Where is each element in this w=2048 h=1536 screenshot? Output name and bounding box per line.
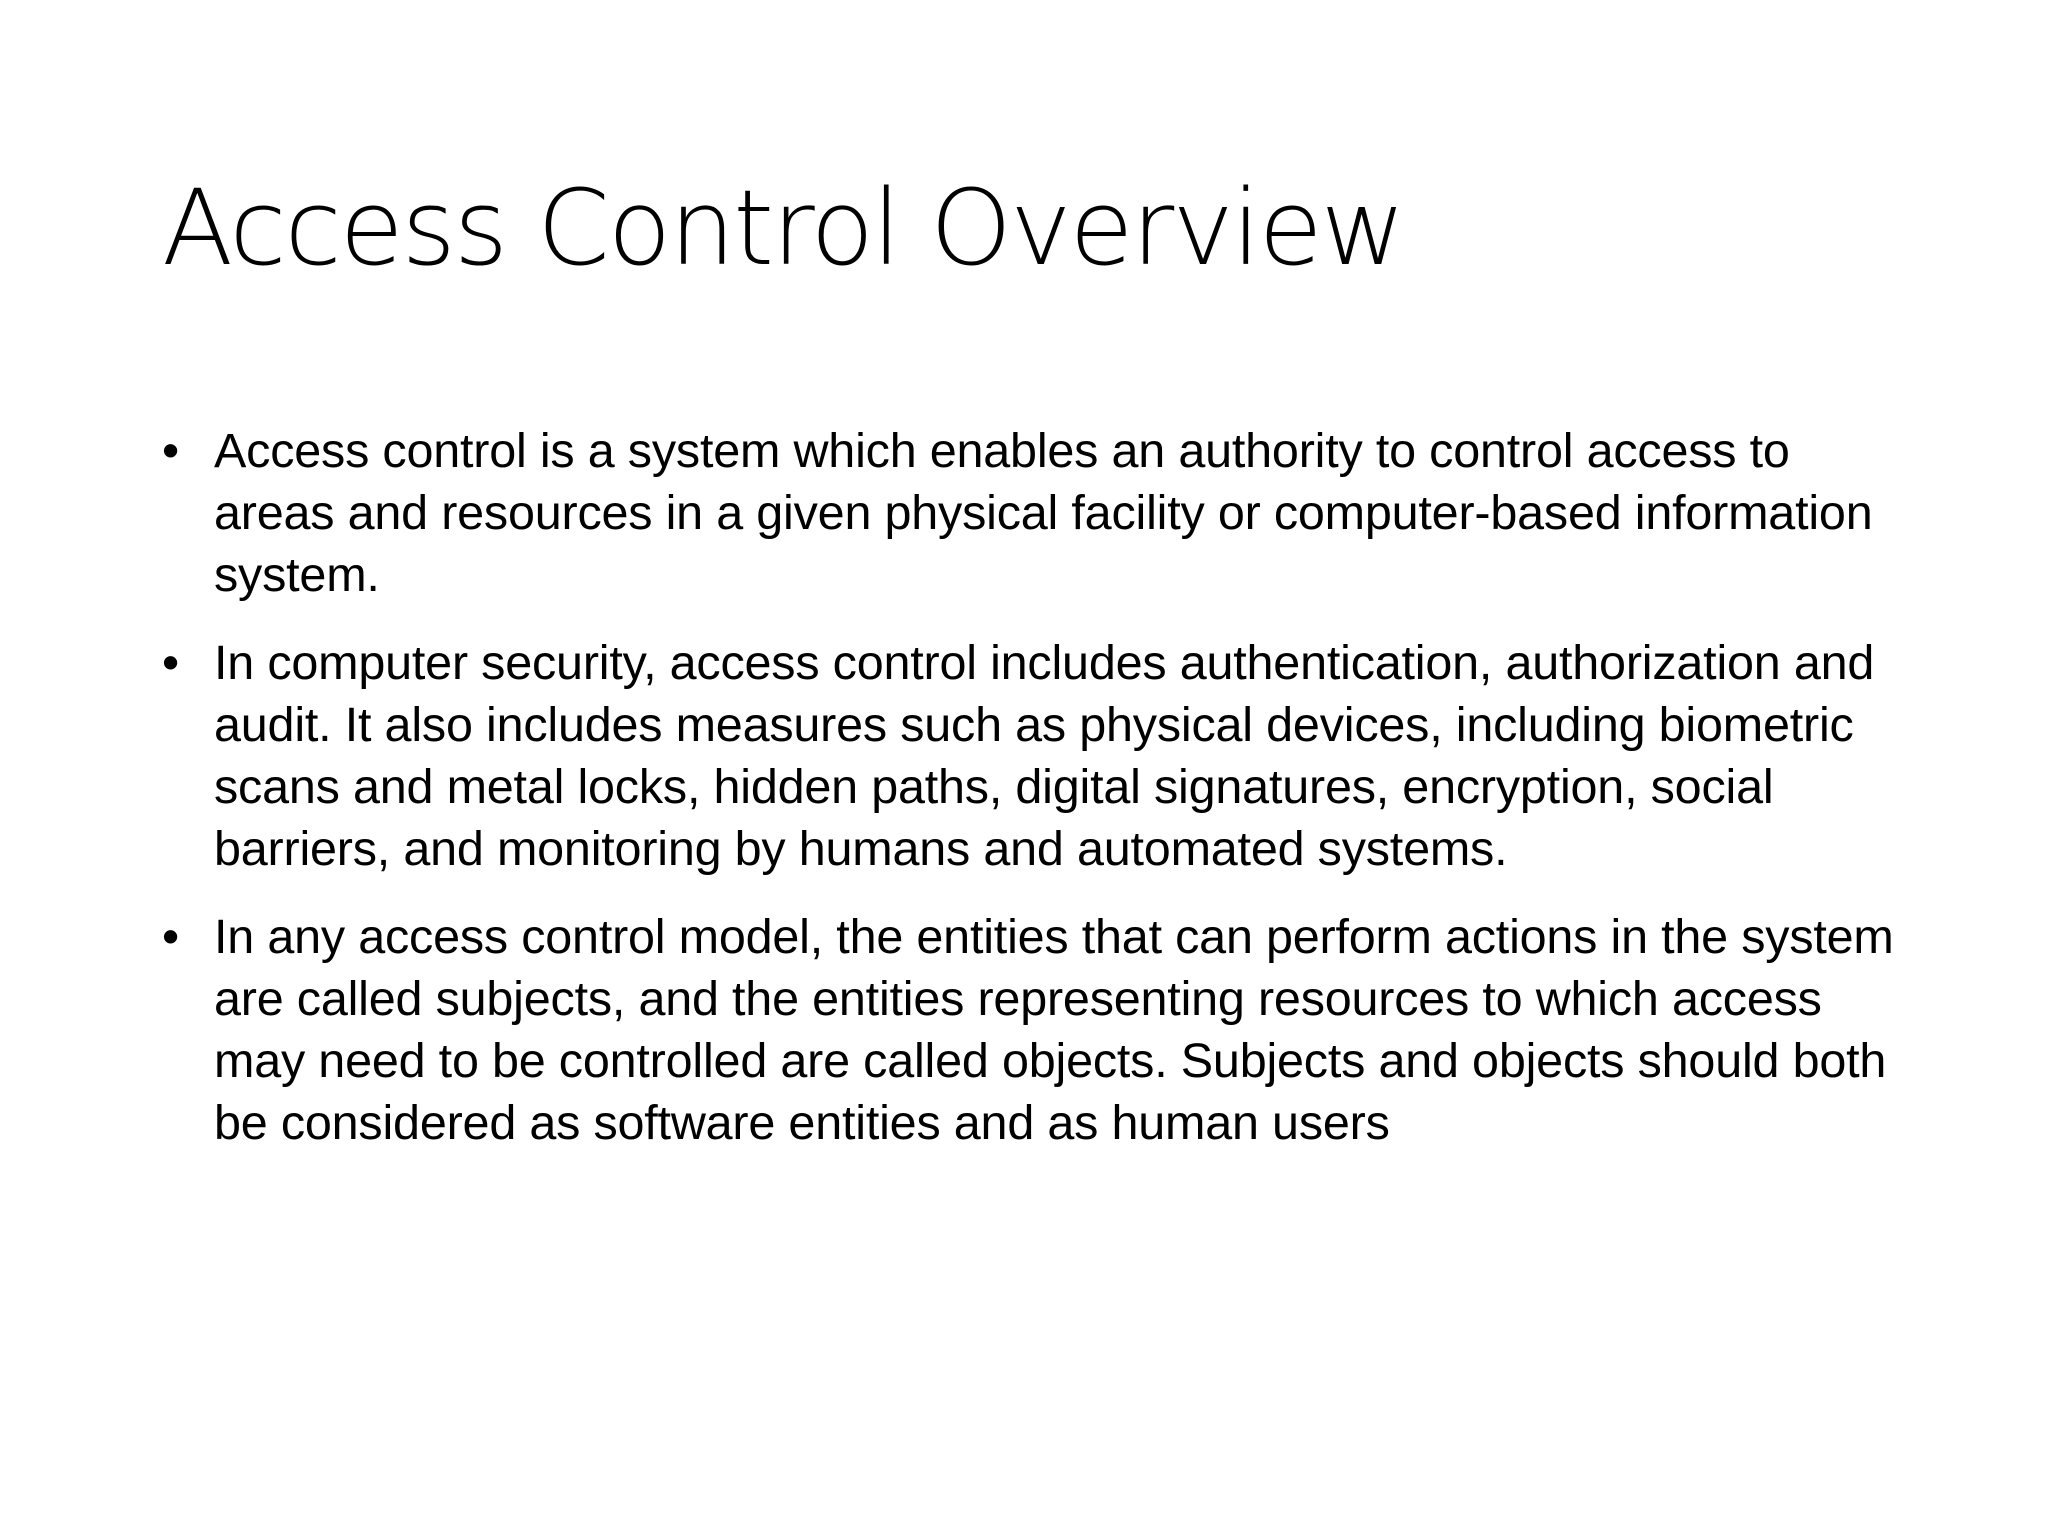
bullet-item: [162, 632, 1902, 880]
bullet-text: In computer security, access control includes authentication, authorization and audit. It also includes measures such as physical devices, including biometric scans and metal locks, hidden paths, digital signatures, encryption, social barriers, and monitoring by humans and automated systems.: [214, 636, 1875, 876]
bullet-list: [162, 420, 1902, 1180]
bullet-text: In any access control model, the entities that can perform actions in the system are called subjects, and the entities representing resources to which access may need to be controlled are called objects. Subjects and objects should both be considered as software entities and as human users: [214, 910, 1894, 1150]
bullet-icon: •: [162, 910, 180, 964]
bullet-text: Access control is a system which enables an authority to control access to areas and resources in a given physical facility or computer-based information system.: [214, 424, 1873, 602]
bullet-icon: •: [162, 636, 180, 690]
bullet-item: [162, 420, 1902, 606]
bullet-item: [162, 906, 1902, 1154]
slide-title: Access Control Overview: [162, 167, 1404, 289]
bullet-icon: •: [162, 424, 180, 478]
